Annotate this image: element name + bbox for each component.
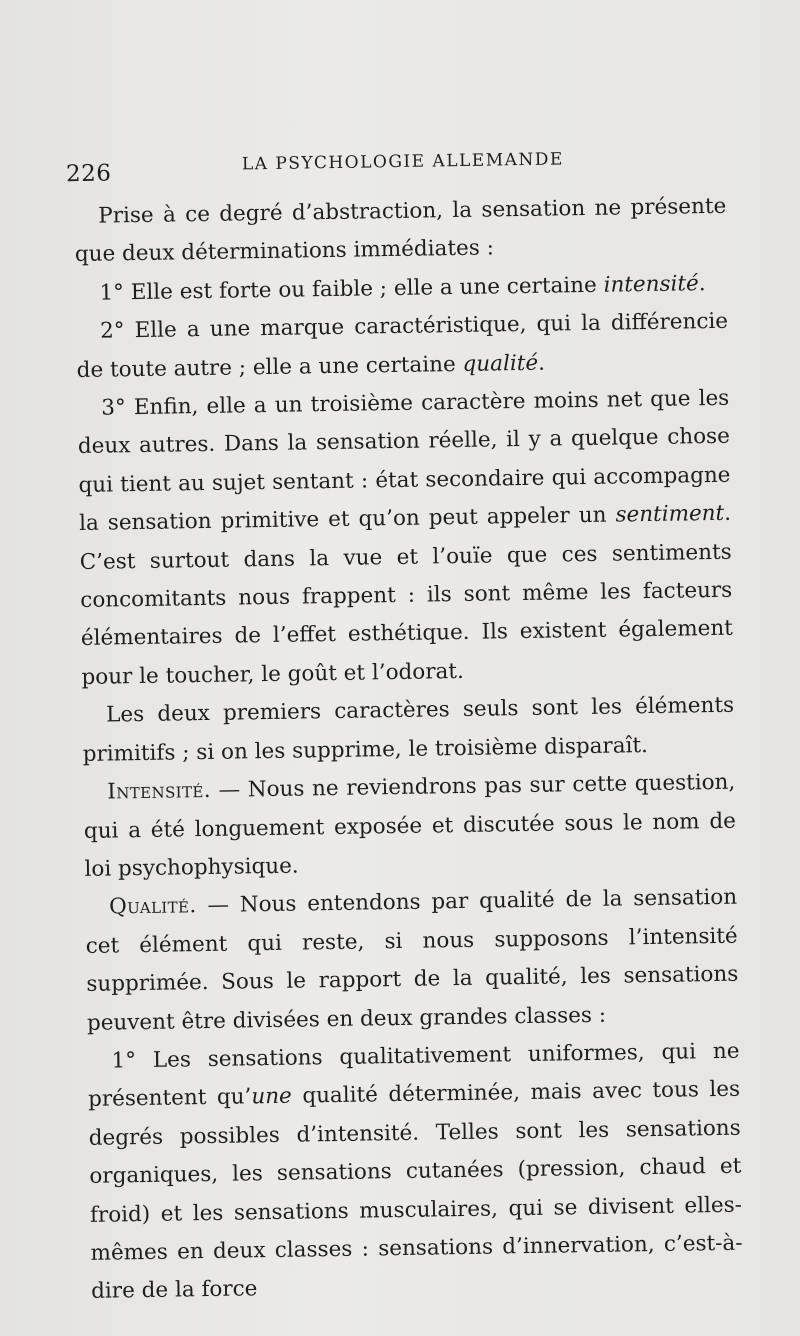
page-header [66, 143, 729, 193]
paragraph-2: 1° Elle est forte ou faible ; elle a une certaine intensité. [99, 270, 706, 306]
running-head: LA PSYCHOLOGIE ALLEMANDE [241, 149, 564, 175]
section-heading-intensite: Intensité. [107, 778, 212, 805]
paragraph-4: 3° Enfin, elle a un troisième caractère moins net que les deux autres. Dans la sensation réelle, il y a quelque chose qui tient au sujet sentant : état secondaire qui accompagne la sensation primitive et qu’on peut appeler un sentiment. C’est surtout dans la vue et l’ouïe que ces sentiments concomitants nous frappent : ils sont même les facteurs élémentaires de l’effet esthétique. Ils existent également pour le toucher, le goût et l’odorat. [77, 385, 734, 690]
paragraph-1: Prise à ce degré d’abstraction, la sensation ne présente que deux déterminations immédiates : [74, 193, 727, 268]
section-heading-qualite: Qualité. [108, 893, 197, 920]
paragraph-3: 2° Elle a une marque caractéristique, qui la différencie de toute autre ; elle a une certaine qualité. [76, 308, 729, 383]
body-text [74, 188, 743, 1312]
paragraph-intensite: Intensité. — Nous ne reviendrons pas sur cette question, qui a été longuement exposée et discutée sous le nom de loi psychophysique. [83, 769, 737, 882]
paragraph-qualite: Qualité. — Nous entendons par qualité de la sensation cet élément qui reste, si nous supposons l’intensité supprimée. Sous le rapport de la qualité, les sensations peuvent être divisées en deux grandes classes : [85, 884, 739, 1036]
page-number: 226 [65, 160, 112, 188]
paragraph-8: 1° Les sensations qualitativement uniformes, qui ne présentent qu’une qualité déterminée, mais avec tous les degrés possibles d’intensité. Telles sont les sensations organiques, les sensations cutanées (pression, chaud et froid) et les sensations musculaires, qui se divisent elles-mêmes en deux classes : sensations d’innervation, c’est-à-dire de la force [87, 1038, 743, 1305]
paragraph-5: Les deux premiers caractères seuls sont les éléments primitifs ; si on les supprime, le troisième disparaît. [82, 692, 735, 767]
